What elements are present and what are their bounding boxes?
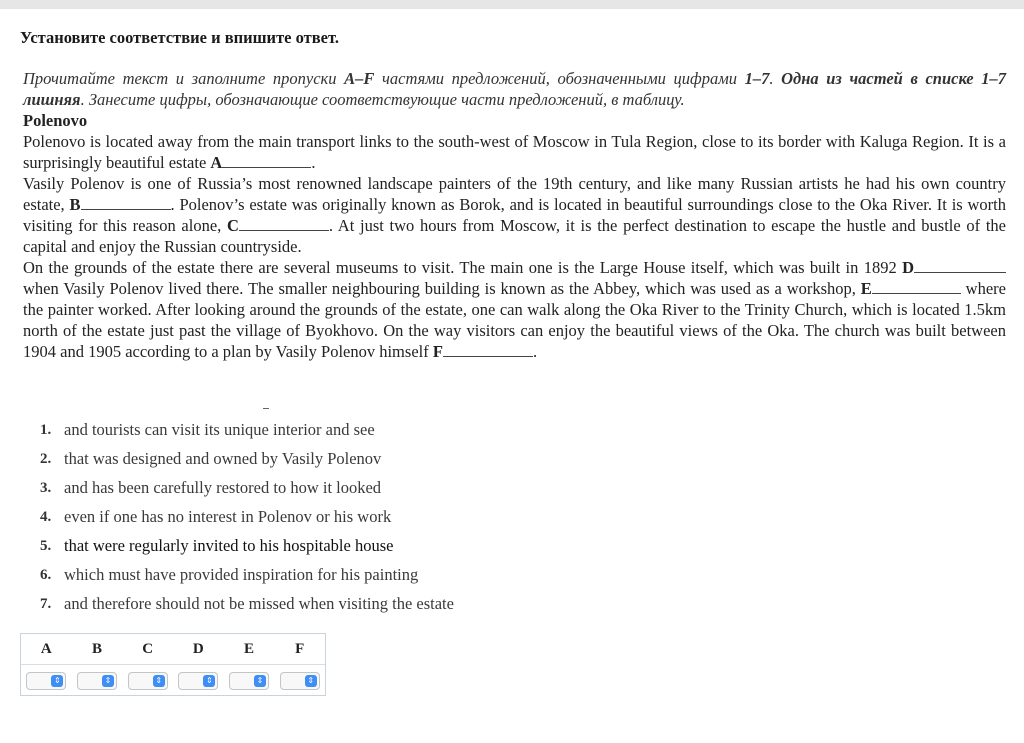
paragraph-text: where the painter worked. After looking around the grounds of the estate, one can walk along the Oka River to the Trinity Church, which is located 1.5km north of the estate just past the village of Byokhovo. On the way visitors can enjoy the beautiful views of the Oka. The church was built between 1904 and 1905 according to a plan by Vasily Polenov himself <box>23 279 1006 361</box>
paragraph-2 <box>23 173 1006 257</box>
paragraph-text: On the grounds of the estate there are several museums to visit. The main one is the Large House itself, which was built in 1892 <box>23 258 903 277</box>
instruction-text: Прочитайте текст и заполните пропуски <box>23 69 345 88</box>
gap-D: D <box>902 258 914 277</box>
option-number: 6. <box>40 567 52 583</box>
instruction-letters: A–F <box>344 69 375 88</box>
answer-select-C[interactable] <box>128 672 168 690</box>
paragraph-text: when Vasily Polenov lived there. The smaller neighbouring building is known as the Abbey, which was used as a workshop, <box>23 279 861 298</box>
text-title: Polenovo <box>23 111 88 130</box>
instruction-bold: Одна из частей в списке 1–7 лишняя <box>23 69 1007 109</box>
answer-select-D[interactable] <box>178 672 218 690</box>
option-text: that was designed and owned by Vasily Polenov <box>64 449 382 468</box>
instruction-text: . Занесите цифры, обозначающие соответствующие части предложений, в таблицу. <box>80 90 685 109</box>
select-arrows-icon: ⇕ <box>305 675 317 687</box>
gap-D-blank <box>914 258 1006 273</box>
answer-cell <box>173 672 224 690</box>
paragraph-text: . <box>311 153 316 172</box>
instruction-text: . <box>769 69 782 88</box>
answer-table <box>20 633 326 696</box>
answer-cell <box>122 672 173 690</box>
paragraph-text: . At just two hours from Moscow, it is the perfect destination to escape the hustle and bustle of the capital and enjoy the Russian countryside. <box>23 216 1006 256</box>
answer-select-F[interactable] <box>280 672 320 690</box>
task-content <box>23 68 1006 362</box>
paragraph-text: Vasily Polenov is one of Russia’s most renowned landscape painters of the 19th century, and like many Russian artists he had his own country estate, <box>23 174 1006 214</box>
task-heading: Установите соответствие и впишите ответ. <box>20 28 339 47</box>
list-item <box>40 534 454 563</box>
gap-F-blank <box>443 342 533 357</box>
paragraph-3 <box>23 257 1006 362</box>
gap-F: F <box>432 342 443 361</box>
list-item <box>40 447 454 476</box>
option-number: 7. <box>40 596 52 612</box>
list-item <box>40 592 454 621</box>
column-header-B: B <box>92 640 103 657</box>
gap-A: A <box>210 153 223 172</box>
paragraph-1 <box>23 131 1006 173</box>
instruction <box>23 68 1006 110</box>
gap-B-blank <box>81 195 171 210</box>
option-text: and therefore should not be missed when visiting the estate <box>64 594 454 613</box>
select-arrows-icon: ⇕ <box>51 675 63 687</box>
answer-select-E[interactable] <box>229 672 269 690</box>
gap-B: B <box>69 195 81 214</box>
answer-cell <box>21 672 72 690</box>
gap-E-blank <box>872 279 961 294</box>
option-number: 3. <box>40 480 52 496</box>
list-item <box>40 418 454 447</box>
gap-C: C <box>226 216 239 235</box>
option-number: 4. <box>40 509 52 525</box>
paragraph-text: Polenovo is located away from the main transport links to the south-west of Moscow in Tula Region, close to its border with Kaluga Region. It is a surprisingly beautiful estate <box>23 132 1006 172</box>
list-item <box>40 563 454 592</box>
gap-E: E <box>860 279 872 298</box>
divider-mark <box>263 408 269 409</box>
option-text: even if one has no interest in Polenov or his work <box>64 507 392 526</box>
column-header-E: E <box>244 640 255 657</box>
option-text: that were regularly invited to his hospitable house <box>64 536 394 555</box>
option-text: and tourists can visit its unique interior and see <box>64 420 375 439</box>
options-list <box>40 418 454 621</box>
answer-table-header <box>21 634 325 664</box>
select-arrows-icon: ⇕ <box>203 675 215 687</box>
instruction-text: частями предложений, обозначенными цифрами <box>374 69 745 88</box>
gap-A-blank <box>222 153 311 168</box>
option-number: 5. <box>40 538 52 554</box>
column-header-C: C <box>142 640 154 657</box>
answer-select-B[interactable] <box>77 672 117 690</box>
answer-cell <box>274 672 325 690</box>
column-header-A: A <box>40 640 52 657</box>
option-text: which must have provided inspiration for his painting <box>64 565 419 584</box>
top-bar <box>0 0 1024 9</box>
select-arrows-icon: ⇕ <box>153 675 165 687</box>
list-item <box>40 505 454 534</box>
answer-cell <box>72 672 123 690</box>
option-number: 2. <box>40 451 52 467</box>
answer-table-row <box>21 665 325 696</box>
column-header-F: F <box>295 640 305 657</box>
gap-C-blank <box>239 216 329 231</box>
select-arrows-icon: ⇕ <box>102 675 114 687</box>
answer-cell <box>224 672 275 690</box>
select-arrows-icon: ⇕ <box>254 675 266 687</box>
paragraph-text: . <box>532 342 538 361</box>
answer-select-A[interactable] <box>26 672 66 690</box>
paragraph-text: . Polenov’s estate was originally known as Borok, and is located in beautiful surroundings close to the Oka River. It is worth visiting for this reason alone, <box>23 195 1007 235</box>
option-number: 1. <box>40 422 52 438</box>
column-header-D: D <box>192 640 204 657</box>
instruction-digits: 1–7 <box>744 69 770 88</box>
option-text: and has been carefully restored to how it looked <box>64 478 382 497</box>
list-item <box>40 476 454 505</box>
